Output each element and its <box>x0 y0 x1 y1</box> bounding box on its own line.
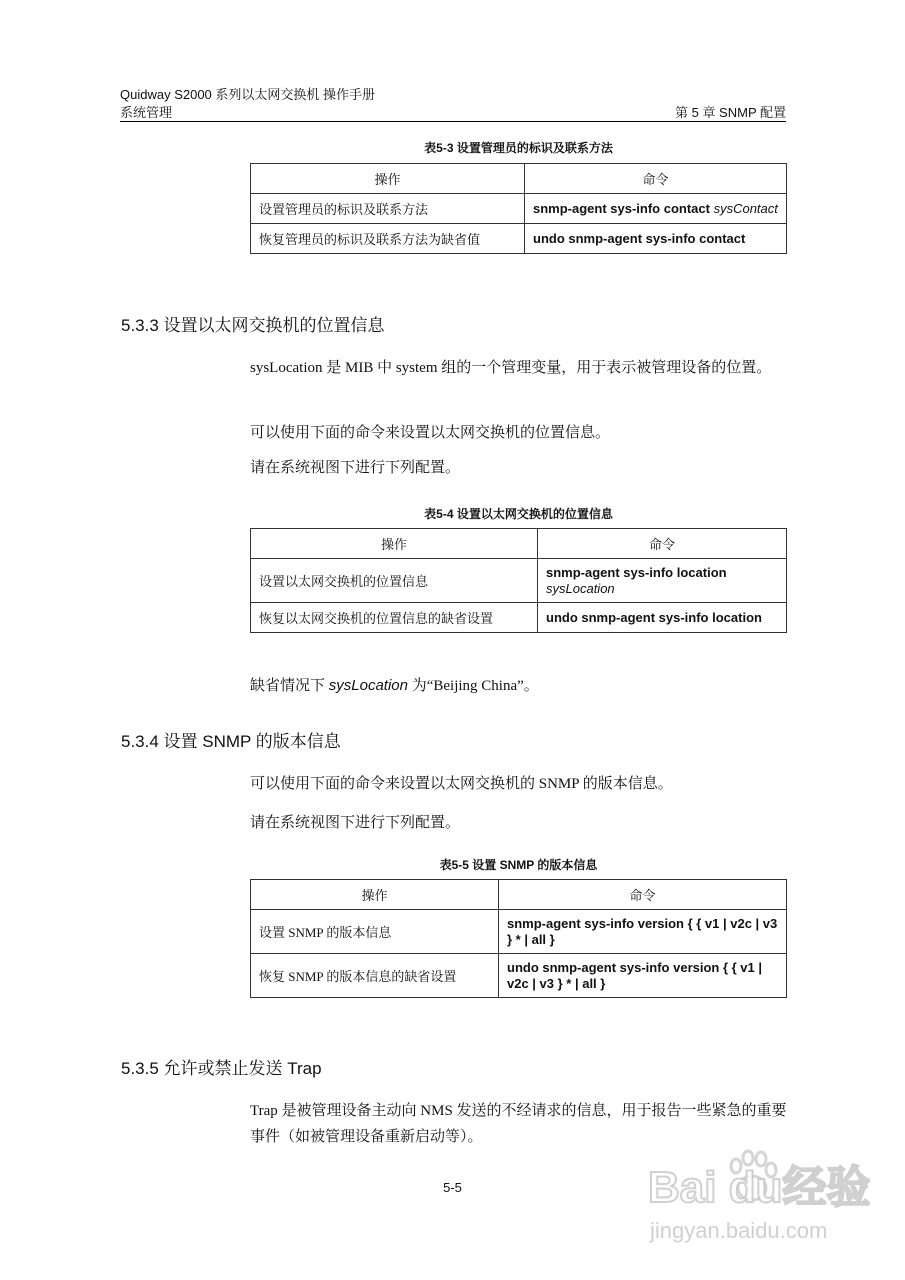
table-header-cmd: 命令 <box>538 529 787 559</box>
paragraph: 请在系统视图下进行下列配置。 <box>250 460 461 476</box>
table-cell-op: 设置 SNMP 的版本信息 <box>251 910 499 954</box>
table-cell-op: 设置以太网交换机的位置信息 <box>251 559 538 603</box>
table-5-3-caption: 表5-3 设置管理员的标识及联系方法 <box>424 141 613 155</box>
default-location-note: 缺省情况下 sysLocation 为“Beijing China”。 <box>250 677 539 694</box>
paragraph: 可以使用下面的命令来设置以太网交换机的位置信息。 <box>250 425 611 441</box>
variable-name: sysLocation <box>328 677 408 694</box>
table-row <box>251 559 787 603</box>
paragraph: 请在系统视图下进行下列配置。 <box>250 815 461 831</box>
section-5-3-5-title: 5.3.5 允许或禁止发送 Trap <box>121 1059 322 1078</box>
paragraph: 可以使用下面的命令来设置以太网交换机的 SNMP 的版本信息。 <box>250 776 673 792</box>
table-cell-cmd: snmp-agent sys-info version { { v1 | v2c | v3 } * | all } <box>499 910 787 954</box>
paragraph: sysLocation 是 MIB 中 system 组的一个管理变量，用于表示被管理设备的位置。 <box>250 360 772 376</box>
table-5-5 <box>250 879 787 998</box>
table-header-cmd: 命令 <box>499 880 787 910</box>
table-row <box>251 910 787 954</box>
table-header-op: 操作 <box>251 529 538 559</box>
table-cell-op: 恢复 SNMP 的版本信息的缺省设置 <box>251 954 499 998</box>
table-row <box>251 954 787 998</box>
table-row <box>251 224 787 254</box>
cmd-argument: sysContact <box>713 200 778 216</box>
table-5-4 <box>250 528 787 633</box>
table-row <box>251 603 787 633</box>
table-cell-cmd: snmp-agent sys-info location sysLocation <box>538 559 787 603</box>
table-row <box>251 194 787 224</box>
cmd-argument: sysLocation <box>546 580 615 596</box>
section-5-3-3-title: 5.3.3 设置以太网交换机的位置信息 <box>121 316 385 335</box>
table-cell-cmd: undo snmp-agent sys-info contact <box>525 224 787 254</box>
table-5-3 <box>250 163 787 254</box>
header-rule <box>120 121 786 122</box>
table-cell-cmd: undo snmp-agent sys-info location <box>538 603 787 633</box>
table-cell-op: 设置管理员的标识及联系方法 <box>251 194 525 224</box>
table-header-cmd: 命令 <box>525 164 787 194</box>
watermark-url-text: jingyan.baidu.com <box>650 1218 828 1243</box>
table-header-op: 操作 <box>251 164 525 194</box>
header-chapter: 第 5 章 SNMP 配置 <box>674 105 786 120</box>
table-header-op: 操作 <box>251 880 499 910</box>
page-number: 5-5 <box>443 1180 462 1195</box>
watermark-brand-text: Bai du经验 <box>648 1163 870 1212</box>
table-cell-cmd: snmp-agent sys-info contact sysContact <box>525 194 787 224</box>
table-cell-op: 恢复管理员的标识及联系方法为缺省值 <box>251 224 525 254</box>
table-cell-op: 恢复以太网交换机的位置信息的缺省设置 <box>251 603 538 633</box>
table-cell-cmd: undo snmp-agent sys-info version { { v1 | v2c | v3 } * | all } <box>499 954 787 998</box>
header-section-name: 系统管理 <box>120 105 173 120</box>
table-5-4-caption: 表5-4 设置以太网交换机的位置信息 <box>424 507 613 521</box>
header-manual-title: Quidway S2000 系列以太网交换机 操作手册 <box>120 87 376 102</box>
section-5-3-4-title: 5.3.4 设置 SNMP 的版本信息 <box>121 732 341 751</box>
paragraph: Trap 是被管理设备主动向 NMS 发送的不经请求的信息，用于报告一些紧急的重要事件（如被管理设备重新启动等）。 <box>250 1103 787 1145</box>
baidu-jingyan-watermark <box>640 1140 870 1250</box>
table-5-5-caption: 表5-5 设置 SNMP 的版本信息 <box>439 858 598 872</box>
